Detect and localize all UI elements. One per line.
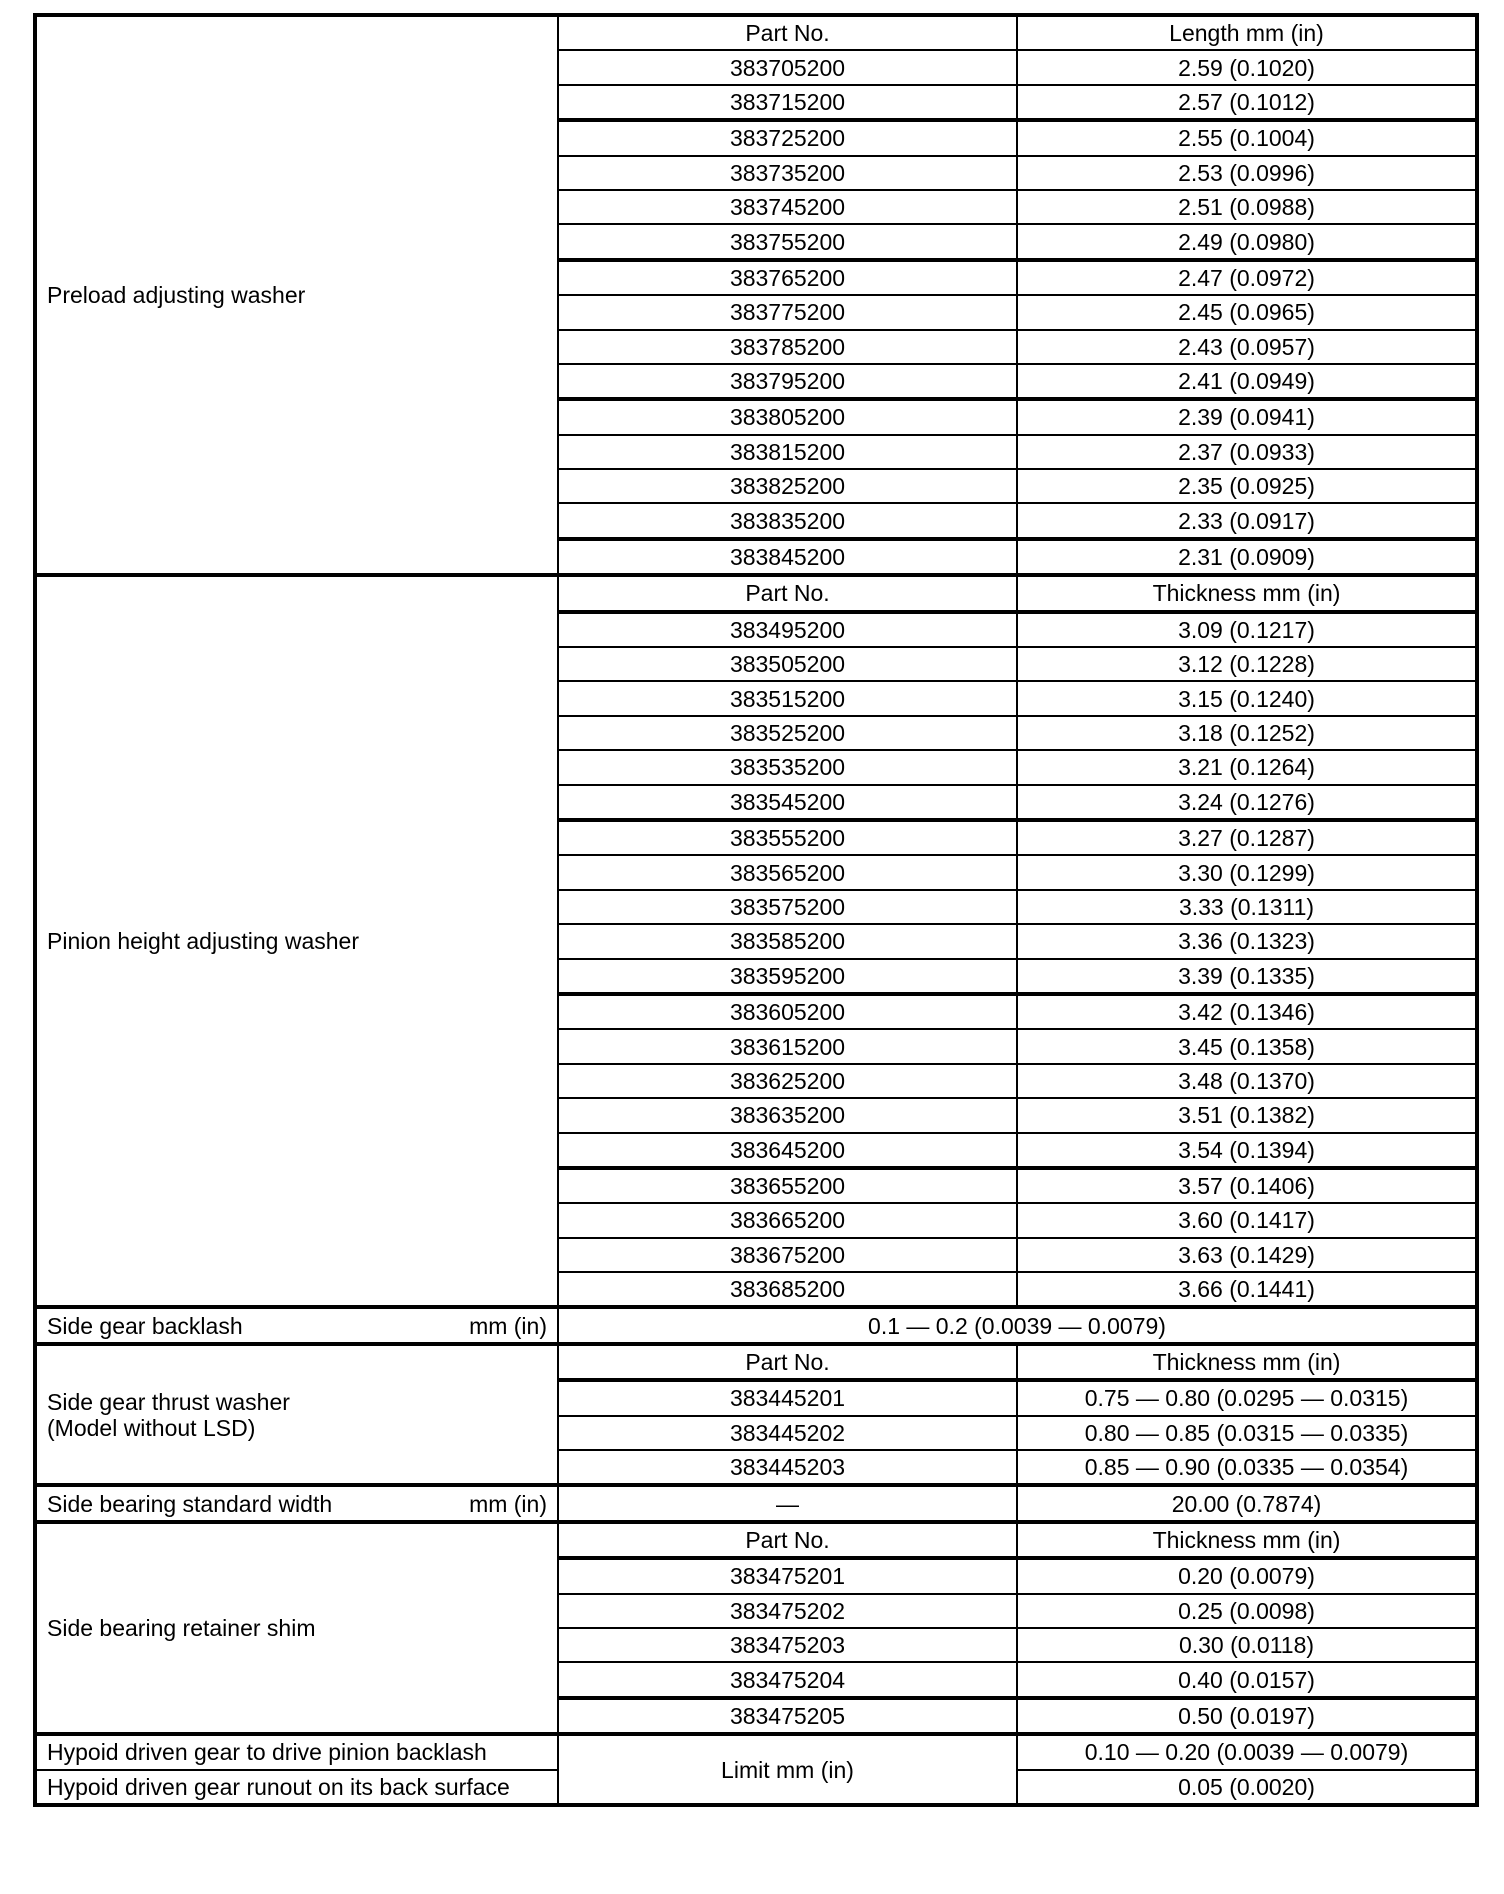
column-header-value: Thickness mm (in) [1017,575,1477,611]
column-header-part-no: Part No. [558,1344,1017,1380]
dimension-value: 0.25 (0.0098) [1017,1594,1477,1628]
dimension-value: 3.33 (0.1311) [1017,890,1477,924]
column-header-value: Length mm (in) [1017,15,1477,50]
dimension-value: 3.24 (0.1276) [1017,785,1477,820]
label-text: Side gear backlash [47,1312,243,1339]
side-gear-backlash-row [35,1307,1477,1343]
dimension-value: 3.48 (0.1370) [1017,1064,1477,1098]
dimension-value: 3.45 (0.1358) [1017,1029,1477,1063]
dimension-value: 3.12 (0.1228) [1017,647,1477,681]
dimension-value: 3.42 (0.1346) [1017,994,1477,1029]
dimension-value: 20.00 (0.7874) [1017,1485,1477,1521]
unit-text: mm (in) [469,1490,547,1517]
dimension-value: 3.60 (0.1417) [1017,1203,1477,1237]
part-number: 383805200 [558,399,1017,434]
part-number: 383605200 [558,994,1017,1029]
part-number: 383445201 [558,1380,1017,1415]
dimension-value: 2.35 (0.0925) [1017,469,1477,503]
part-number: — [558,1485,1017,1521]
label-line-2: (Model without LSD) [47,1414,256,1441]
dimension-value: 2.45 (0.0965) [1017,295,1477,329]
dimension-value: 3.27 (0.1287) [1017,820,1477,855]
part-number: 383515200 [558,681,1017,715]
part-number: 383815200 [558,435,1017,469]
part-number: 383575200 [558,890,1017,924]
dimension-value: 3.39 (0.1335) [1017,959,1477,994]
part-number: 383745200 [558,190,1017,224]
dimension-value: 3.63 (0.1429) [1017,1238,1477,1272]
side-gear-backlash-value: 0.1 — 0.2 (0.0039 — 0.0079) [558,1307,1477,1343]
part-number: 383545200 [558,785,1017,820]
dimension-value: 2.51 (0.0988) [1017,190,1477,224]
part-number: 383705200 [558,50,1017,84]
part-number: 383475204 [558,1662,1017,1697]
dimension-value: 3.66 (0.1441) [1017,1272,1477,1307]
limit-value: 0.10 — 0.20 (0.0039 — 0.0079) [1017,1734,1477,1769]
dimension-value: 3.30 (0.1299) [1017,855,1477,889]
dimension-value: 2.55 (0.1004) [1017,120,1477,155]
part-number: 383735200 [558,156,1017,190]
unit-text: mm (in) [469,1312,547,1339]
dimension-value: 3.18 (0.1252) [1017,716,1477,750]
part-number: 383615200 [558,1029,1017,1063]
part-number: 383775200 [558,295,1017,329]
column-header-value: Thickness mm (in) [1017,1522,1477,1558]
dimension-value: 2.33 (0.0917) [1017,503,1477,538]
label-with-unit [47,1313,547,1339]
column-header-part-no: Part No. [558,575,1017,611]
part-number: 383655200 [558,1168,1017,1203]
dimension-value: 2.41 (0.0949) [1017,364,1477,399]
spec-table [33,13,1479,1807]
part-number: 383565200 [558,855,1017,889]
side-gear-backlash-label [35,1307,558,1343]
part-number: 383715200 [558,85,1017,120]
part-number: 383675200 [558,1238,1017,1272]
side-bearing-width-label [35,1485,558,1521]
dimension-value: 0.50 (0.0197) [1017,1698,1477,1734]
dimension-value: 3.15 (0.1240) [1017,681,1477,715]
part-number: 383475205 [558,1698,1017,1734]
dimension-value: 2.59 (0.1020) [1017,50,1477,84]
hypoid-label: Hypoid driven gear to drive pinion backlash [35,1734,558,1769]
part-number: 383825200 [558,469,1017,503]
part-number: 383475202 [558,1594,1017,1628]
part-number: 383595200 [558,959,1017,994]
dimension-value: 3.54 (0.1394) [1017,1133,1477,1168]
part-number: 383535200 [558,750,1017,784]
spec-table-body [35,15,1477,1805]
dimension-value: 2.43 (0.0957) [1017,330,1477,364]
dimension-value: 3.57 (0.1406) [1017,1168,1477,1203]
dimension-value: 0.30 (0.0118) [1017,1628,1477,1662]
preload-header-row [35,15,1477,50]
part-number: 383725200 [558,120,1017,155]
pinion-header-row [35,575,1477,611]
part-number: 383685200 [558,1272,1017,1307]
column-header-part-no: Part No. [558,15,1017,50]
part-number: 383625200 [558,1064,1017,1098]
dimension-value: 3.21 (0.1264) [1017,750,1477,784]
dimension-value: 3.09 (0.1217) [1017,612,1477,647]
thrust_washer-header-row [35,1344,1477,1380]
dimension-value: 0.85 — 0.90 (0.0335 — 0.0354) [1017,1450,1477,1485]
part-number: 383525200 [558,716,1017,750]
dimension-value: 2.47 (0.0972) [1017,260,1477,295]
dimension-value: 2.31 (0.0909) [1017,539,1477,575]
column-header-value: Thickness mm (in) [1017,1344,1477,1380]
part-number: 383845200 [558,539,1017,575]
part-number: 383665200 [558,1203,1017,1237]
dimension-value: 2.53 (0.0996) [1017,156,1477,190]
part-number: 383505200 [558,647,1017,681]
part-number: 383755200 [558,224,1017,259]
dimension-value: 0.75 — 0.80 (0.0295 — 0.0315) [1017,1380,1477,1415]
part-number: 383445203 [558,1450,1017,1485]
dimension-value: 2.57 (0.1012) [1017,85,1477,120]
pinion-label: Pinion height adjusting washer [35,575,558,1307]
part-number: 383475201 [558,1558,1017,1593]
thrust_washer-label [35,1344,558,1486]
label-with-unit [47,1491,547,1517]
hypoid-row [35,1734,1477,1769]
part-number: 383765200 [558,260,1017,295]
dimension-value: 3.36 (0.1323) [1017,924,1477,958]
retainer_shim-label: Side bearing retainer shim [35,1522,558,1734]
dimension-value: 2.37 (0.0933) [1017,435,1477,469]
dimension-value: 2.39 (0.0941) [1017,399,1477,434]
part-number: 383445202 [558,1416,1017,1450]
part-number: 383795200 [558,364,1017,399]
dimension-value: 0.40 (0.0157) [1017,1662,1477,1697]
limit-label: Limit mm (in) [558,1734,1017,1805]
part-number: 383475203 [558,1628,1017,1662]
limit-value: 0.05 (0.0020) [1017,1770,1477,1805]
side-bearing-width-row [35,1485,1477,1521]
dimension-value: 2.49 (0.0980) [1017,224,1477,259]
part-number: 383785200 [558,330,1017,364]
part-number: 383635200 [558,1098,1017,1132]
preload-label: Preload adjusting washer [35,15,558,575]
part-number: 383585200 [558,924,1017,958]
dimension-value: 0.20 (0.0079) [1017,1558,1477,1593]
part-number: 383495200 [558,612,1017,647]
part-number: 383835200 [558,503,1017,538]
hypoid-label: Hypoid driven gear runout on its back surface [35,1770,558,1805]
dimension-value: 0.80 — 0.85 (0.0315 — 0.0335) [1017,1416,1477,1450]
retainer_shim-header-row [35,1522,1477,1558]
label-line-1: Side gear thrust washer [47,1388,290,1415]
part-number: 383645200 [558,1133,1017,1168]
label-text: Side bearing standard width [47,1490,333,1517]
dimension-value: 3.51 (0.1382) [1017,1098,1477,1132]
part-number: 383555200 [558,820,1017,855]
column-header-part-no: Part No. [558,1522,1017,1558]
